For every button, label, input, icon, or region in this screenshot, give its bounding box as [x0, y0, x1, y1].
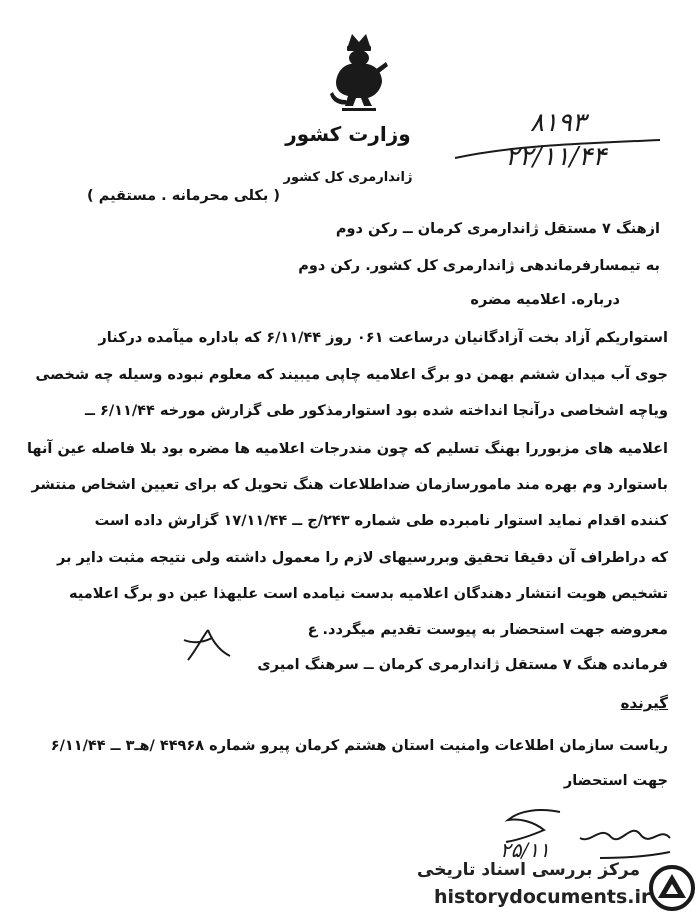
body-line-7: که دراطراف آن دقیقا تحقیق وبررسیهای لازم را معمول داشته ولی نتیجه مثبت دایر بر [56, 550, 668, 566]
body-line-6: کننده اقدام نماید استوار نامبرده طی شماره ۲۴۳/ج ــ ۱۷/۱۱/۴۴ گزارش داده است [94, 513, 668, 529]
body-line-1: استواریکم آزاد بخت آزادگانیان درساعت ۰۶۱ روز ۶/۱۱/۴۴ که باداره میآمده درکنار [98, 330, 668, 346]
watermark-title: مرکز بررسی اسناد تاریخی [417, 860, 640, 880]
marginal-annotation: ۲۵/۱۱ [500, 838, 550, 862]
watermark-url: historydocuments.ir [434, 886, 651, 908]
body-line-8: تشخیص هویت انتشار دهندگان اعلامیه بدست نیامده است علیهذا عین دو برگ اعلامیه [69, 586, 668, 602]
reference-date: ۲۲/۱۱/۴۴ [505, 142, 607, 172]
handwritten-initial-mark [178, 620, 238, 670]
body-line-3: ویاچه اشخاصی درآنجا انداخته شده بود استوارمذکور طی گزارش مورخه ۶/۱۱/۴۴ ــ [85, 403, 668, 419]
letter-subject: درباره. اعلامیه مضره [470, 292, 620, 308]
watermark [410, 860, 700, 917]
body-line-4: اعلامیه های مزبوررا بهنگ تسلیم که چون مندرجات اعلامیه ها مضره بود بلا فاصله عین آنها [26, 441, 668, 457]
archive-logo-icon [648, 864, 696, 912]
lion-and-sun-emblem-icon [328, 32, 390, 114]
recipients-line: ریاست سازمان اطلاعات وامنیت استان هشتم کرمان پیرو شماره ۴۴۹۶۸ /هـ۳ ــ ۶/۱۱/۴۴ [50, 738, 668, 754]
recipients-heading: گیرنده [620, 694, 668, 712]
body-line-9: معروضه جهت استحضار به پیوست تقدیم میگردد. ع [307, 622, 668, 638]
ministry-title: وزارت کشور [285, 122, 411, 146]
classification-label: ( بکلی محرمانه . مستقیم ) [87, 188, 280, 204]
department-subtitle: ژاندارمری کل کشور [283, 170, 413, 185]
recipients-purpose: جهت استحضار [563, 773, 668, 789]
body-line-2: جوی آب میدان ششم بهمن دو برگ اعلامیه چاپی میبیند که معلوم نبوده وسیله چه شخصی [35, 367, 668, 383]
body-line-5: باستوارد وم بهره مند مامورسازمان ضداطلاعات هنگ تحویل که برای تعیین اشخاص منتشر [31, 477, 668, 493]
letter-to: به تیمسارفرماندهی ژاندارمری کل کشور. رکن دوم [298, 258, 660, 274]
signature-line: فرمانده هنگ ۷ مستقل ژاندارمری کرمان ــ سرهنگ امیری [257, 657, 668, 673]
reference-number: ۸۱۹۳ [530, 108, 586, 138]
letter-from: ازهنگ ۷ مستقل ژاندارمری کرمان ــ رکن دوم [335, 221, 660, 237]
